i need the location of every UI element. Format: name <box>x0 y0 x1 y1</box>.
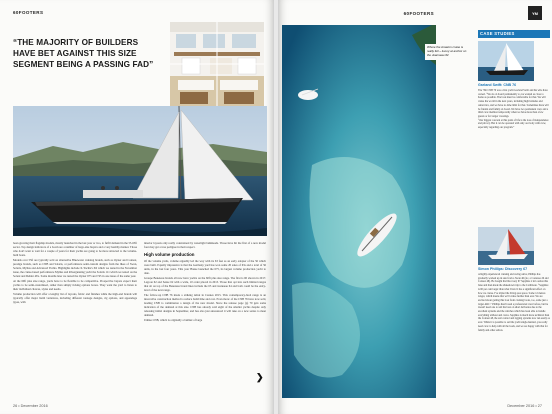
paragraph: “Our biggest concern at this point of life is the loss of independence and privacy. But it can be operated with only our body with crew, especially regarding our program.” <box>478 118 549 130</box>
body-column-1 <box>13 241 137 391</box>
paragraph: Groupe Beneteau brands all now have yachts on the 60ft plus size range. The first is 60 shown in 2017. Lagoon 62 and Sense 62 with a wide, 10 order placed in 2013. Those that opt into such limited ranges that sit on top of the Beneteau brand lines include the 65 and Jeanneau 64 and both could be the entry-level of the next range. <box>144 276 266 292</box>
case-studies-heading: CASE STUDIES <box>478 30 550 38</box>
paragraph: The 76ft CNB 76 was a first yacht Garland Swift and his wife have owned. “We do on board permanently so we wanted as close to home as possible. The boat must be comfortable for that. We will cruise the world in the next years, including high latitudes and Antarctica, and we have no time limit for that. Sometimes there will be friends and family on board. We have two permanent crew and a third crew member temporarily when we have more than a few guests or for longer crossings. <box>478 89 549 118</box>
paragraph: interior layouts only really constrained by watertight bulkheads. Those have hit the first of a new model four may get a true pedigree in their respect. <box>144 241 266 249</box>
aerial-anchorage-photo <box>282 25 436 398</box>
case-study-title: Simon Phillips: Discovery 67 <box>478 267 528 271</box>
interior-photo <box>170 22 264 107</box>
case-studies-sidebar <box>478 30 550 400</box>
pull-quote: “THE MAJORITY OF BUILDERS HAVE BET AGAINST THIS SIZE SEGMENT BEING A PASSING FAD” <box>13 38 154 69</box>
section-tag: 60FOOTERS <box>403 11 434 16</box>
paragraph: The follow-up CNB 76 made a striking debut in Cannes 2015. This contemporary-bred range is an innovative construction method to reduce build time and cost. Even more: of the CNB 76 have now sold, leading CNB to commission a design of the new model. Since the release page (p) 70 gets some indication of the demand at this size. CNB has already sold eight of the smaller yachts despite only releasing initial designs in September, and has also just announced it will take on a new series to meet demand. <box>144 293 266 317</box>
page-footer: December 2016 • 27 <box>507 404 542 408</box>
discovery67-thumbnail <box>478 227 534 265</box>
case-study-text <box>478 89 550 224</box>
paragraph: Of the volume yards, volume arguably led the way with its 63 feet as an early adopter of the 56 which were built. Equally impressive is that the Germany yard has won some 20 sales of 63s and a total of 56 units, in the last four years. This year Hanse launched the 675, its largest volume production yacht to date. <box>144 259 266 275</box>
body-column-2 <box>144 241 266 391</box>
right-page <box>278 0 552 414</box>
left-page <box>0 0 274 414</box>
continue-arrow-icon: ❯ <box>256 372 264 382</box>
case-study-title: Garland Swift: CNB 76 <box>478 83 517 87</box>
page-footer: 26 • December 2016 <box>13 404 48 408</box>
photo-caption: Where the Amazon cruise is really felt – luxury at anchor on the Jeanneau 64 <box>425 44 470 60</box>
paragraph: At the 60ft plus size range, yards have to be flexible to be competitive. Prospective buyers expect their yachts to be semi-customised, rather than simply ticking options boxes. They want the yard to listen to their individual choices, styles and needs. <box>13 279 137 291</box>
case-study-text: A highly experienced cruising and racing sailor, Phillips has gradually worked up in size from a Swan 46 (sic, a Contessa 26 and Contest 48). He bought his Discovery 67 Sapphire 2 in London this June and then made the shakedown trip to the Caribbean. “Sapphire is 60 per cent larger than what I had. It has a significant effect on how we cruise. I've tripled the living area space. Some 12 metres longer, which means that we'll cruise further than ever. We are excited about getting this boat from cruising boats, too, some just a larger ARC.” Phillips hasn't used a professional crew before, but he doesn't need one to sail the boat on short deliveries due to the excellent systems and the winches which has been able to handle everything without and crews. Sapphire is much more technical than the Contest 48, the sail control and rigging systems now run easily as ever. While it is possible to sail the yacht single-handed, you really need crew to help with all the loads, and we are happy with that for family and other sailors. <box>478 273 550 332</box>
magazine-logo: YM <box>528 6 542 20</box>
paragraph: Volume production will offer a lengthy list of layouts, fabric and finishes while the high-end brands will typically offer major build variations, including different tonnage designs, rig options, and appendage types, with <box>13 292 137 304</box>
section-tag: 60FOOTERS <box>13 10 44 15</box>
paragraph: been growing their flagship models, mostly launched in the last year or two, to fulfil demand in the 55-65ft sector. Top design indicators of a boom are a number of large-size buyers and a very healthy market. Those who don't want to wait for a couple of years for their yachts are going to be more attracted to the volume-built boats. <box>13 241 137 257</box>
cnb76-thumbnail <box>478 41 534 81</box>
subheading: High volume production <box>144 252 195 257</box>
sailing-yacht-photo <box>13 106 267 236</box>
paragraph: Models over 55ft are typically sold on alternative Bluewater cruising brands, such as Oyster and Contest, prestige brands, such as CNB and Solaris, or performance semi-custom designs from the likes of Swan, Solaris, Mylius and Advanced Yachts. Highlights include X-Yachts's X6 which we tested in the November issue, the cruise-based performance Mylius and Rivergunning yacht the Solaris 111 which we tested on the Solent and Dehler 46's. Some months later we tested the Oyster 675 and 745 in one issue of the same year. <box>13 258 137 278</box>
paragraph: Unlike CNB, which is originally a builder of large <box>144 318 203 322</box>
